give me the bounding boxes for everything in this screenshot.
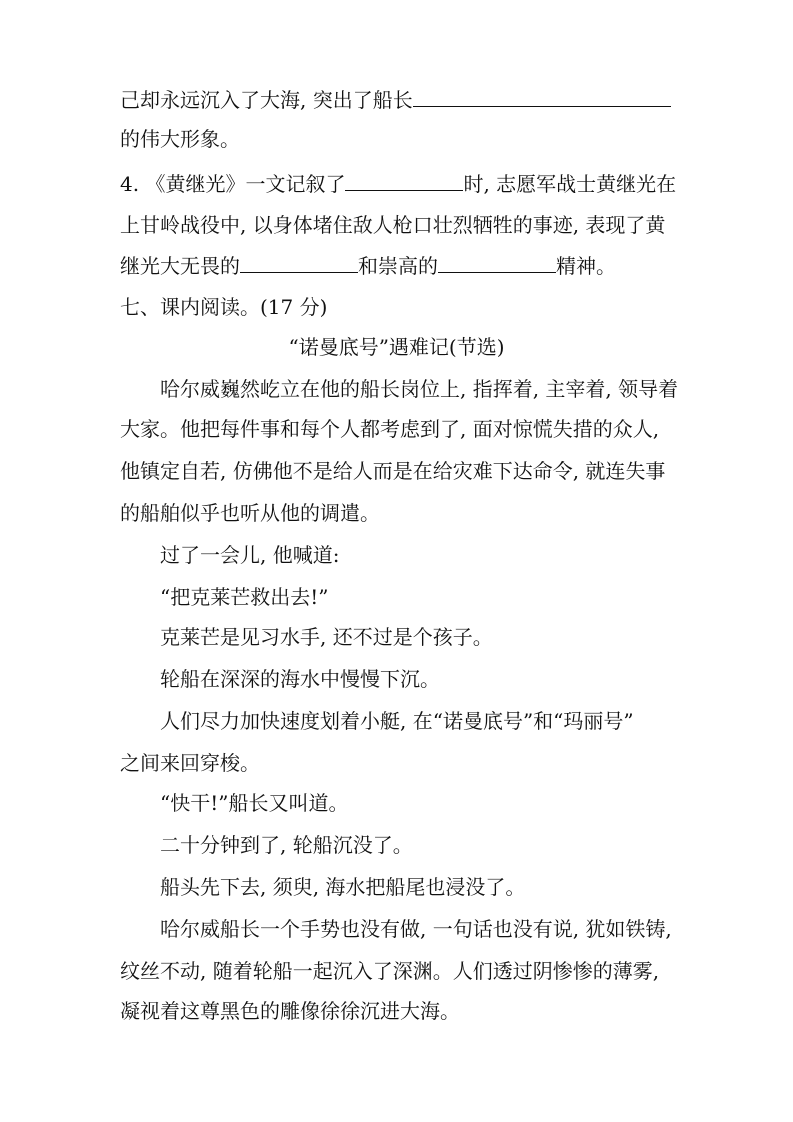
continuation-line-1: [120, 86, 671, 113]
passage-line: 过了一会儿, 他喊道:: [160, 543, 340, 567]
passage-line: 大家。他把每件事和每个人都考虑到了, 面对惊慌失措的众人,: [120, 417, 660, 441]
answer-blank-time[interactable]: [345, 170, 463, 191]
passage-line: 的船舶似乎也听从他的调遣。: [120, 501, 380, 525]
question-4-line-1: [120, 170, 676, 197]
passage-line: 之间来回穿梭。: [120, 751, 260, 775]
passage-line: 船头先下去, 须臾, 海水把船尾也浸没了。: [160, 875, 526, 899]
continuation-line-2: 的伟大形象。: [120, 127, 240, 151]
answer-blank-captain[interactable]: [413, 86, 671, 107]
question-4-text-d: 和崇高的: [358, 254, 438, 278]
passage-line: “把克莱芒救出去!”: [160, 585, 329, 609]
question-4-text-e: 精神。: [556, 254, 616, 278]
passage-line: 二十分钟到了, 轮船沉没了。: [160, 833, 413, 857]
continuation-text: 己却永远沉入了大海, 突出了船长: [120, 88, 413, 112]
passage-line: 哈尔威船长一个手势也没有做, 一句话也没有说, 犹如铁铸,: [160, 917, 672, 941]
passage-line: 他镇定自若, 仿佛他不是给人而是在给灾难下达命令, 就连失事: [120, 459, 666, 483]
question-4-text-a: 4. 《黄继光》一文记叙了: [120, 172, 346, 196]
question-4-line-3: [120, 252, 616, 279]
passage-line: 纹丝不动, 随着轮船一起沉入了深渊。人们透过阴惨惨的薄雾,: [120, 959, 660, 983]
passage-line: 人们尽力加快速度划着小艇, 在“诺曼底号”和“玛丽号”: [160, 709, 634, 733]
question-4-line-2: 上甘岭战役中, 以身体堵住敌人枪口壮烈牺牲的事迹, 表现了黄: [120, 213, 666, 237]
passage-line: 克莱芒是见习水手, 还不过是个孩子。: [160, 625, 493, 649]
passage-line: 哈尔威巍然屹立在他的船长岗位上, 指挥着, 主宰着, 领导着: [160, 377, 679, 401]
section-7-heading: 七、课内阅读。(17 分): [120, 295, 328, 319]
answer-blank-noble[interactable]: [438, 252, 556, 273]
passage-line: “快干!”船长又叫道。: [160, 791, 349, 815]
question-4-text-c: 继光大无畏的: [120, 254, 240, 278]
question-4-text-b: 时, 志愿军战士黄继光在: [463, 172, 677, 196]
answer-blank-fearless[interactable]: [240, 252, 358, 273]
passage-line: 凝视着这尊黑色的雕像徐徐沉进大海。: [120, 999, 460, 1023]
passage-title: “诺曼底号”遇难记(节选): [288, 335, 505, 359]
passage-line: 轮船在深深的海水中慢慢下沉。: [160, 667, 440, 691]
